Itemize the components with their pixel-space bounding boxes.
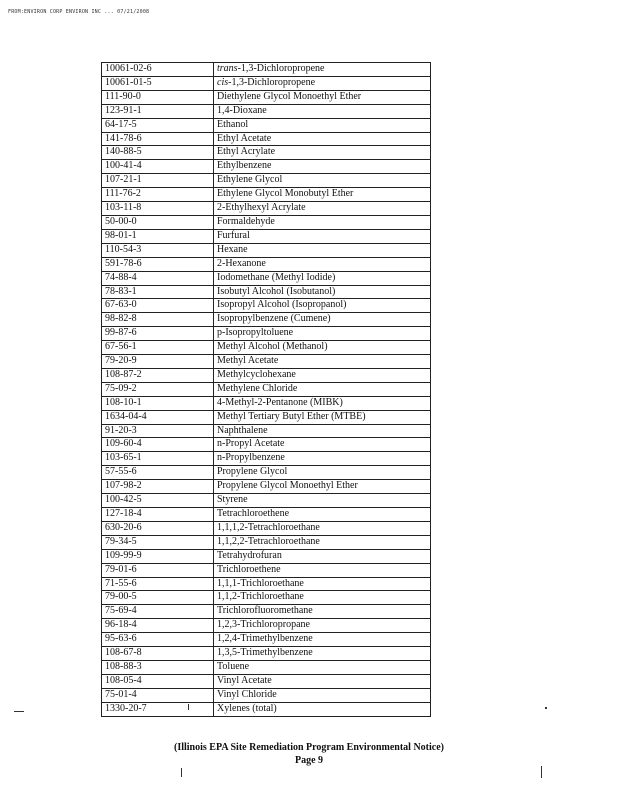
scan-speck (188, 704, 189, 710)
chemical-name-cell (214, 215, 431, 229)
chemical-name-cell (214, 146, 431, 160)
cas-number-cell: 110-54-3 (102, 243, 214, 257)
chemical-name-cell (214, 563, 431, 577)
cas-number-cell: 140-88-5 (102, 146, 214, 160)
cas-number-cell: 108-67-8 (102, 647, 214, 661)
chemical-name: Ethylene Glycol (217, 174, 283, 186)
table-row (102, 466, 431, 480)
cas-number-cell: 108-05-4 (102, 674, 214, 688)
cas-number-cell: 57-55-6 (102, 466, 214, 480)
chemical-name: 2-Hexanone (217, 257, 266, 269)
table-row (102, 480, 431, 494)
table-row (102, 76, 431, 90)
chemical-name-cell (214, 76, 431, 90)
chemical-table-body (102, 63, 431, 717)
chemical-name-cell (214, 438, 431, 452)
chemical-table (101, 62, 431, 717)
chemical-name-cell (214, 271, 431, 285)
table-row (102, 535, 431, 549)
chemical-name-cell (214, 591, 431, 605)
table-row (102, 355, 431, 369)
cas-number-cell: 75-69-4 (102, 605, 214, 619)
chemical-name-cell (214, 188, 431, 202)
cas-number-cell: 107-21-1 (102, 174, 214, 188)
chemical-name-cell (214, 63, 431, 77)
chemical-name: 1,1,2,2-Tetrachloroethane (217, 535, 320, 547)
chemical-name: -1,3-Dichloropropene (237, 63, 325, 74)
cas-number-cell: 10061-01-5 (102, 76, 214, 90)
cas-number-cell: 79-00-5 (102, 591, 214, 605)
table-row (102, 202, 431, 216)
chemical-name-cell (214, 535, 431, 549)
cas-number-cell: 109-99-9 (102, 549, 214, 563)
cas-number-cell: 79-20-9 (102, 355, 214, 369)
chemical-name: Xylenes (total) (217, 702, 277, 714)
chemical-name: Isopropylbenzene (Cumene) (217, 313, 331, 325)
table-row (102, 146, 431, 160)
isomer-prefix: trans (217, 63, 238, 74)
cas-number-cell: 98-82-8 (102, 313, 214, 327)
cas-number-cell: 109-60-4 (102, 438, 214, 452)
table-row (102, 591, 431, 605)
cas-number-cell: 100-42-5 (102, 494, 214, 508)
table-row (102, 396, 431, 410)
chemical-name: 1,3,5-Trimethylbenzene (217, 647, 313, 659)
table-row (102, 424, 431, 438)
cas-number-cell: 64-17-5 (102, 118, 214, 132)
table-row (102, 563, 431, 577)
table-row (102, 243, 431, 257)
table-row (102, 313, 431, 327)
chemical-name: Propylene Glycol Monoethyl Ether (217, 480, 358, 492)
chemical-name: p-Isopropyltoluene (217, 327, 294, 339)
chemical-name-cell (214, 605, 431, 619)
chemical-name: Ethylene Glycol Monobutyl Ether (217, 188, 354, 200)
table-row (102, 660, 431, 674)
chemical-name: 2-Ethylhexyl Acrylate (217, 202, 306, 214)
cas-number-cell: 103-11-8 (102, 202, 214, 216)
cas-number-cell: 100-41-4 (102, 160, 214, 174)
chemical-name: Trichloroethene (217, 563, 281, 575)
scan-speck (545, 707, 547, 709)
cas-number-cell: 99-87-6 (102, 327, 214, 341)
table-row (102, 577, 431, 591)
chemical-name: 4-Methyl-2-Pentanone (MIBK) (217, 396, 343, 408)
chemical-name-cell (214, 382, 431, 396)
chemical-name: Ethanol (217, 118, 249, 130)
footer-notice: (Illinois EPA Site Remediation Program Environmental Notice) (174, 742, 444, 753)
chemical-name-cell (214, 313, 431, 327)
chemical-name: 1,1,2-Trichloroethane (217, 591, 304, 603)
chemical-name: -1,3-Dichloropropene (228, 76, 316, 88)
chemical-name: Toluene (217, 660, 250, 672)
scan-speck (541, 766, 542, 778)
table-row (102, 452, 431, 466)
chemical-name-cell (214, 243, 431, 257)
scan-speck (181, 768, 182, 777)
chemical-name: Methyl Acetate (217, 355, 279, 367)
table-row (102, 299, 431, 313)
fax-header-line: FROM:ENVIRON CORP ENVIRON INC ... 07/21/2008 (8, 9, 150, 15)
page-number: Page 9 (294, 755, 324, 766)
cas-number-cell: 67-56-1 (102, 341, 214, 355)
cas-number-cell: 108-10-1 (102, 396, 214, 410)
chemical-name-cell (214, 104, 431, 118)
cas-number-cell: 123-91-1 (102, 104, 214, 118)
table-row (102, 174, 431, 188)
chemical-name-cell (214, 424, 431, 438)
cas-number-cell: 111-90-0 (102, 90, 214, 104)
cas-number-cell: 591-78-6 (102, 257, 214, 271)
chemical-name-cell (214, 452, 431, 466)
chemical-name-cell (214, 355, 431, 369)
cas-number-cell: 67-63-0 (102, 299, 214, 313)
chemical-name: Diethylene Glycol Monoethyl Ether (217, 90, 362, 102)
chemical-name-cell (214, 494, 431, 508)
chemical-name: Hexane (217, 243, 248, 255)
table-row (102, 521, 431, 535)
cas-number-cell: 98-01-1 (102, 229, 214, 243)
cas-number-cell: 79-34-5 (102, 535, 214, 549)
table-row (102, 160, 431, 174)
cas-number-cell: 78-83-1 (102, 285, 214, 299)
chemical-name: Methylcyclohexane (217, 368, 296, 380)
chemical-name: 1,2,4-Trimethylbenzene (217, 633, 313, 645)
chemical-name-cell (214, 619, 431, 633)
chemical-name-cell (214, 702, 431, 716)
cas-number-cell: 108-88-3 (102, 660, 214, 674)
table-row (102, 257, 431, 271)
chemical-name-cell (214, 327, 431, 341)
cas-number-cell: 71-55-6 (102, 577, 214, 591)
chemical-name: Methyl Tertiary Butyl Ether (MTBE) (217, 410, 366, 422)
table-row (102, 410, 431, 424)
table-row (102, 382, 431, 396)
chemical-name-cell (214, 647, 431, 661)
table-row (102, 327, 431, 341)
chemical-name: Furfural (217, 229, 250, 241)
cas-number-cell: 630-20-6 (102, 521, 214, 535)
table-row (102, 508, 431, 522)
chemical-name-cell (214, 299, 431, 313)
chemical-name-cell (214, 549, 431, 563)
table-row (102, 633, 431, 647)
chemical-name: Ethyl Acetate (217, 132, 272, 144)
chemical-name: Tetrachloroethene (217, 508, 290, 519)
cas-number-cell: 1330-20-7 (102, 702, 214, 716)
chemical-name: Ethylbenzene (217, 160, 272, 172)
chemical-name-cell (214, 396, 431, 410)
chemical-name-cell (214, 410, 431, 424)
cas-number-cell: 111-76-2 (102, 188, 214, 202)
table-row (102, 647, 431, 661)
chemical-name-cell (214, 229, 431, 243)
cas-number-cell: 108-87-2 (102, 368, 214, 382)
table-row (102, 271, 431, 285)
cas-number-cell: 75-09-2 (102, 382, 214, 396)
table-row (102, 63, 431, 77)
chemical-name-cell (214, 368, 431, 382)
table-row (102, 132, 431, 146)
table-row (102, 438, 431, 452)
table-row (102, 104, 431, 118)
cas-number-cell: 74-88-4 (102, 271, 214, 285)
chemical-name: Propylene Glycol (217, 466, 288, 478)
chemical-name: Iodomethane (Methyl Iodide) (217, 271, 336, 283)
table-row (102, 285, 431, 299)
chemical-name: Tetrahydrofuran (217, 549, 282, 561)
chemical-name: Methylene Chloride (217, 382, 298, 394)
chemical-name-cell (214, 508, 431, 522)
cas-number-cell: 50-00-0 (102, 215, 214, 229)
chemical-name: 1,4-Dioxane (217, 104, 267, 116)
cas-number-cell: 95-63-6 (102, 633, 214, 647)
chemical-name: Vinyl Chloride (217, 688, 277, 700)
chemical-name-cell (214, 521, 431, 535)
table-row (102, 188, 431, 202)
cas-number-cell: 75-01-4 (102, 688, 214, 702)
chemical-name-cell (214, 90, 431, 104)
cas-number-cell: 103-65-1 (102, 452, 214, 466)
table-row (102, 494, 431, 508)
chemical-name: 1,1,1,2-Tetrachloroethane (217, 521, 320, 533)
chemical-name: Trichlorofluoromethane (217, 605, 313, 617)
cas-number-cell: 127-18-4 (102, 508, 214, 522)
chemical-name-cell (214, 132, 431, 146)
table-row (102, 605, 431, 619)
table-row (102, 549, 431, 563)
chemical-name-cell (214, 257, 431, 271)
chemical-name: Isobutyl Alcohol (Isobutanol) (217, 285, 336, 297)
chemical-name: Isopropyl Alcohol (Isopropanol) (217, 299, 347, 311)
table-row (102, 118, 431, 132)
chemical-name-cell (214, 688, 431, 702)
table-row (102, 229, 431, 243)
chemical-name-cell (214, 160, 431, 174)
table-row (102, 341, 431, 355)
chemical-name: Vinyl Acetate (217, 674, 272, 686)
chemical-name: 1,1,1-Trichloroethane (217, 577, 304, 589)
table-row (102, 688, 431, 702)
chemical-name-cell (214, 674, 431, 688)
scan-speck (14, 711, 24, 712)
chemical-name-cell (214, 118, 431, 132)
chemical-name: Methyl Alcohol (Methanol) (217, 341, 328, 353)
chemical-name: Naphthalene (217, 424, 268, 436)
table-row (102, 674, 431, 688)
cas-number-cell: 1634-04-4 (102, 410, 214, 424)
cas-number-cell: 96-18-4 (102, 619, 214, 633)
chemical-name-cell (214, 660, 431, 674)
isomer-prefix: cis (217, 76, 229, 88)
chemical-name-cell (214, 577, 431, 591)
chemical-name-cell (214, 285, 431, 299)
table-row (102, 702, 431, 716)
table-row (102, 619, 431, 633)
chemical-name-cell (214, 202, 431, 216)
chemical-name-cell (214, 480, 431, 494)
chemical-name-cell (214, 466, 431, 480)
cas-number-cell: 10061-02-6 (102, 63, 214, 77)
chemical-name-cell (214, 341, 431, 355)
table-row (102, 90, 431, 104)
chemical-name: Styrene (217, 494, 248, 506)
cas-number-cell: 141-78-6 (102, 132, 214, 146)
table-row (102, 215, 431, 229)
cas-number-cell: 79-01-6 (102, 563, 214, 577)
chemical-name-cell (214, 174, 431, 188)
chemical-name: Ethyl Acrylate (217, 146, 276, 158)
cas-number-cell: 107-98-2 (102, 480, 214, 494)
table-row (102, 368, 431, 382)
chemical-name: n-Propyl Acetate (217, 438, 285, 450)
chemical-name: n-Propylbenzene (217, 452, 285, 464)
chemical-name-cell (214, 633, 431, 647)
cas-number-cell: 91-20-3 (102, 424, 214, 438)
chemical-name: 1,2,3-Trichloropropane (217, 619, 310, 631)
chemical-name: Formaldehyde (217, 215, 275, 227)
